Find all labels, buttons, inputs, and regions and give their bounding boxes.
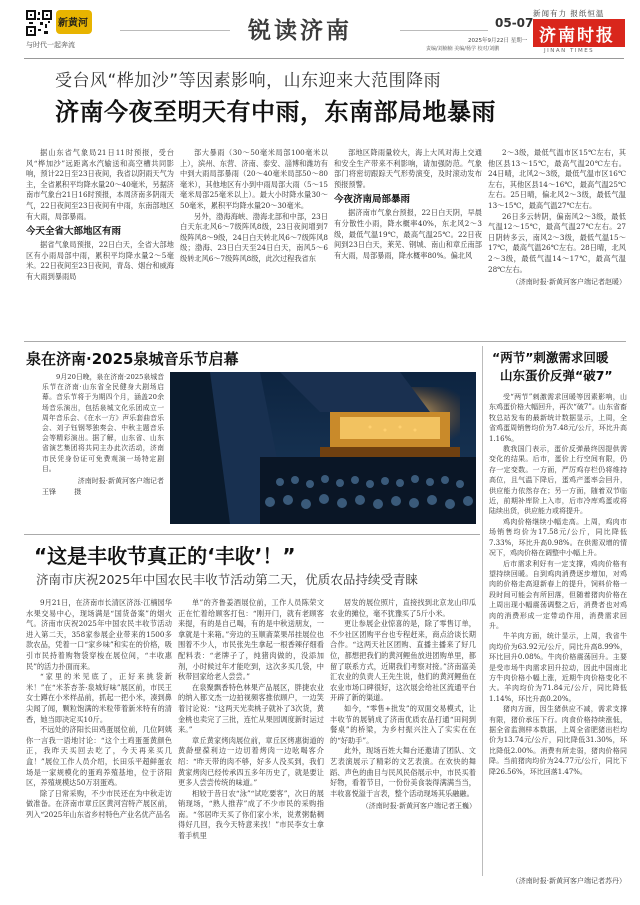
masthead (0, 0, 640, 60)
harvest-subhead: 济南市庆祝2025年中国农民丰收节活动第二天，优质农品持续受青睐 (36, 572, 418, 587)
lead-col-3 (334, 148, 482, 338)
lead-col-2 (180, 148, 328, 338)
harvest-headline: “这是丰收节真正的‘丰收’！” (34, 544, 296, 568)
eggs-signature: （济南时报·新黄河客户端记者苏丹） (511, 877, 626, 885)
eggs-para-3: 鸡肉价格继续小幅走高。上周，鸡肉市场销售均价为17.58元/公斤，同比降低7.33%，环比升高0.98%。在供需双增的情况下，鸡肉价格在调整中小幅上升。 (489, 517, 627, 558)
harvest-col2-para-2: 在泉聚飘香特色林果产品展区，胖捷农业的纳入都文杰一边拍视频客推依顾户，一边笑着讨论说：“这两天光卖桃子就补了3次货，黄金桃也卖完了三批，连忙从果园调度新时运过来。” (178, 682, 324, 735)
harvest-col-1 (26, 598, 172, 888)
lead-kicker: 受台风“桦加沙”等因素影响，山东迎来大范围降雨 (55, 71, 442, 91)
festival-photo (170, 372, 476, 524)
section-title: 锐读济南 (248, 18, 352, 44)
lead-col-1 (26, 148, 174, 338)
harvest-col2-para-1: 单”的齐鲁姜酒展位前，工作人员陈荣文正在忙着给顾客打包：“刚开门，就有老顾客来提，有的是自己喝，有的是中秋送朋友，一拿就是十来箱。”旁边的玉顺斋菜果吊挂展位也围着不少人，市民张先生拿起一根香辣仔细看配料表：“老牌子了，纯猪肉做的，没添加剂，小时候过年才能吃到，这次多买几袋，中秋带回家给老人尝尝。” (178, 598, 324, 682)
date-line: 2025年9月22日 星期一 (468, 38, 528, 44)
eggs-para-5: 牛羊肉方面，统计显示，上周，我省牛肉均价为63.92元/公斤，同比升高8.99%，环比回升0.08%。牛肉价格震荡回升。主要是受市场牛肉需求回升拉动，因此中国南北方牛肉价格小幅上涨，近期牛肉价格变化不大。羊肉均价为71.84元/公斤，同比降低1.14%，环比升高0.20%。 (489, 632, 627, 703)
lead-col2-para-2: 另外，渤海海峡、渤海北部和中部，23日白天东北风6～7级阵风8级，23日夜间增到7级阵风8～9级，24日白天转北风6～7级阵风8级；渤海、23日白天至24日白天，南风5～6级转北风6～7级阵风8级，此次过程我省东 (180, 211, 328, 263)
eggs-headline-2: 山东蛋价反弹“破7” (500, 368, 613, 383)
tagline: 新闻有力 报纸恒温 (533, 9, 605, 18)
lead-col-4 (488, 148, 626, 338)
masthead-rule-mid (400, 30, 488, 31)
lead-bottom-rule (24, 341, 626, 342)
eggs-para-1: 受“两节”刺激需求回暖等因素影响，山东鸡蛋价格大幅回升，再次“破7”。山东省畜牧总站发布的最新统计数据显示，上周，全省鸡蛋周销售均价为7.48元/公斤，环比升高1.16%。 (489, 393, 627, 443)
eggs-para-4: 后市需求利好有一定支撑，鸡肉价格有望持续回暖。自到鸡肉消费逐步增加，对鸡肉的价格走高迎新春上的提升，饲料价格一段时间可能会有所回落，但随着猪肉价格在上周出现小幅震荡调整之后，消费者也对鸡肉的消费形成一定带动作用，消费需求回升。 (489, 559, 627, 630)
brand-name: 济南时报 (539, 26, 615, 46)
qr-code-icon (26, 10, 52, 36)
eggs-para-6: 猪肉方面，因生猪供应不减，需求支撑有限，猪价承压下行。肉食价格持续涨低，据全省监测样本数据，上周全省肥猪出栏均价为13.74元/公斤，同比降低31.30%，环比降低2.00%。消费有所走弱，猪肉价格同降。当前猪肉均价为24.77元/公斤，同比下降26.56%，环比回落1.47%。 (489, 705, 627, 776)
festival-para: 9月20日晚，泉在济南·2025泉城音乐节在济南·山东省全民健身大剧场启幕。音乐节将于为期四个月，涵盖20余场音乐演出，包括泉城文化乐团成立一周年音乐会、《在水一方》声乐套曲音乐会、刘子钰钢琴独奏会、中秋主题音乐会等精彩演出。据了解，山东省、山东省演艺集团将共同主办此次活动，济南市民凭身份证可免费观演一场特定剧目。 (42, 373, 164, 473)
lead-col1-para: 据山东省气象局21日11时预报，受台风“桦加沙”远距离水汽输送和高空槽共同影响，预计22日至23日夜间，我省以阴雨天气为主，全省累积平均降水量20～40毫米，另据济南市气象台21日16时预报，本周济南多阴雨天气，22日夜间至23日夜间有中雨，东南部地区有大雨，局部暴雨。 (26, 148, 174, 221)
harvest-col3-para-4: 此外，现场百姓大舞台还邀请了团队、文艺表演展示了精彩的文艺表演。在欢快的舞蹈、声色的曲目与民风民俗展示中，市民买着好物，看着节目，一份份美食装得满满当当，丰收喜悦溢于言表，整个活动现场其乐融融。 (330, 746, 476, 798)
logo-text: 新黄河 (58, 18, 88, 29)
harvest-col-2 (178, 598, 324, 888)
festival-text (42, 372, 164, 530)
festival-photographer-line (42, 487, 164, 497)
lead-signature: （济南时报·新黄河客户端记者赵暖） (511, 278, 626, 287)
festival-divider (482, 346, 483, 876)
masthead-bottom-rule (24, 58, 624, 59)
lead-col3b-para: 据济南市气象台预报，22日白天阴，早晨有分散性小雨，降水概率40%，东北风2～3级，最低气温19℃，最高气温25℃。22日夜间到23日白天，莱芜、钢城、南山和章丘南部有大雨，局部暴雨，降水概率80%。偏北风 (334, 208, 482, 260)
festival-photographer: 王锋 (42, 488, 56, 497)
slogan: 与时代一起奔流 (26, 41, 75, 49)
page-date: 05-07 (495, 16, 534, 30)
lead-col4-para-2: 26日多云转阴，偏南风2～3级，最低气温12～15℃，最高气温27℃左右。27日阴转多云，南风2～3级，最低气温15～17℃，最高气温26℃左右。28日晴，北风2～3级，最低气温14～17℃，最高气温28℃左右。 (488, 211, 626, 274)
harvest-col-3 (330, 598, 476, 888)
harvest-col2-para-4: 相较于昔日农“泳”“试吃要客”，次日的展销现场，“熟人推荐”成了不少市民的采购指南。“邻居昨天买了你们家小米，说煮粥黏稠得好几回，我今天特意来找！”市民李女士拿着手机里 (178, 788, 324, 841)
lead-col3-para: 部地区降雨量较大，海上大风对海上交通和安全生产带来不利影响，请加强防范。气象部门将密切跟踪天气形势演变，及时滚动发布预报预警。 (334, 148, 482, 189)
festival-headline: 泉在济南·2025泉城音乐节启幕 (26, 350, 239, 368)
harvest-col3-para-3: 如今，“零售+批发”的双面交易模式，让丰收节的展销成了济南优质农品打通“田间到餐桌”的桥梁，为乡村振兴注入了实实在在的“好助手”。 (330, 703, 476, 745)
harvest-col1-para-1: 9月21日，在济南市长清区济泺·江楠园华水果交易中心，现场满是“国货备案”的烟火气。济南市庆祝2025年中国农民丰收节活动进入第二天，358家参展企业带来的1500多款农品，凭着一口“家乡味”和实在的价格，吸引市民持着购物袋穿梭在展位间，“丰收惠民”的活力扑面而来。 (26, 598, 172, 671)
harvest-col3-para-2: 更让参展企业惊喜的是，除了零售订单，不少社区团购平台也专程赶来，商点洽谈长期合作。“这两天社区团购、直播主播来了好几位，都想把我们的黄河鲤鱼放进团购单里，都留了联系方式，近期我们考察对接。”济南富美汇农业的负责人王先生说，他们的黄河鲤鱼在农业市场口碑很好，这次展会给社区流通平台开辟了新的渠道。 (330, 619, 476, 703)
harvest-col3-para-1: 居发的展位照片，直接找到北京龙山印瓜农业的摊位，毫不犹豫买了5斤小米。 (330, 598, 476, 618)
harvest-signature: （济南时报·新黄河客户端记者王巍） (361, 802, 476, 811)
harvest-col1-para-2: “家里的米见底了，正好来挑袋新米！”在“米茶杏茶·泉城好味”展区前，市民王女士蹲在小米样品前，抓起一把小米，凑到鼻尖闻了闻，颗粒饱满的米粒带着新米特有的清香，她当即决定买10斤。 (26, 672, 172, 724)
eggs-body (489, 392, 627, 870)
eggs-headline-1: “两节”刺激需求回暖 (492, 350, 609, 365)
masthead-rule-left (120, 30, 230, 31)
harvest-col1-para-3: 不远处的济阳长田鸡蛋展位前，几位阿姨你一言我一语地讨论：“这个土鸡蛋蛋黄颜色正，我昨天买回去吃了，今天再来买几盒！”展位工作人员介绍，长田乐平超鲜蛋农场是一家规模化的蛋鸡养殖基地，位于济阳区，养殖规模达50万羽蛋鸡。 (26, 725, 172, 788)
lead-subhead-2: 今夜济南局部暴雨 (334, 194, 411, 206)
eggs-para-2: 教我国门表示，蛋价反弹最终因提供需变化的结果。后市，蛋价上行空间有限，仍存一定变数。一方面，严厉鸡存栏仍将维持高位，且气温下降后，蛋鸡产蛋率会回升，供应能力依然存在；另一方面，随着双节临近，前期补库阶上入市，后市冷库鸡蛋或将陆续出货，供应能力或将提升。 (489, 445, 627, 516)
festival-bottom-rule (24, 534, 480, 535)
lead-col4-para-1: 2～3级，最低气温市区15℃左右，其他区县13～15℃，最高气温20℃左右。24日晴，北风2～3级，最低气温市区16℃左右，其他区县14～16℃，最高气温25℃左右。25日晴，偏北风2～3级，最低气温13～15℃，最高气温27℃左右。 (488, 148, 626, 210)
festival-signature (42, 476, 164, 486)
lead-col2-para-1: 部大暴雨（30～50毫米局部100毫米以上），滨州、东营、济南、泰安、淄博和潍坊有中到大雨局部暴雨（20～40毫米局部50～80毫米），其他地区有小到中雨局部大雨（5～15毫米局部25毫米以上）。最大小时降水量30～50毫米，累积平均降水量20～30毫米。 (180, 148, 328, 210)
brand-en: JINAN TIMES (544, 48, 595, 54)
editors: 责编/刘楠楠 美编/杨学 校对/刘鹏 (426, 46, 500, 52)
lead-headline: 济南今夜至明天有中雨，东南部局地暴雨 (55, 98, 496, 126)
harvest-col1-para-4: 除了日常采购，不少市民还在为中秋走访做准备。在济南市章丘区黄河宫特产展区前，列入“2025年山东省乡村特色产业名优产品名 (26, 788, 172, 819)
lead-col1b-para: 据省气象局预报，22日白天，全省大部地区有小雨局部中雨，累积平均降水量2～5毫米。22日夜间至23日夜间，青岛、烟台和威海有大雨到暴雨局 (26, 240, 174, 281)
festival-sig-text: 济南时报·新黄河客户端记者 (77, 477, 164, 486)
lead-subhead-1: 今天全省大部地区有雨 (26, 226, 122, 238)
festival-photo-credit: 摄 (74, 488, 82, 497)
harvest-col2-para-3: 章丘黄家烤肉展位前，章丘区烤惠街道的黄龄壁葆利边一边切着烤肉一边吆喝客介绍：“昨天带的肉不够，好多人没买到，我们黄家烤肉已经传承四五多年历史了，就是要让更多人尝尝传统的味道。” (178, 735, 324, 788)
